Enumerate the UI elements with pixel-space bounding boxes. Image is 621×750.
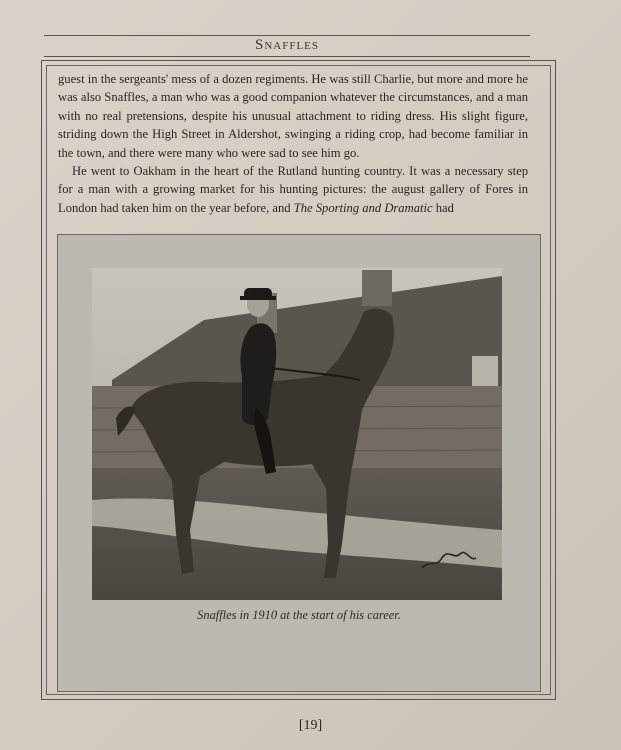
top-rule <box>44 35 530 36</box>
photograph-rider-on-horse <box>92 268 502 600</box>
header-rule <box>44 56 530 57</box>
chimney <box>362 270 392 306</box>
paragraph-2-start: He went to Oakham in the heart of the Rutland hunting country. It was a necessary step for a man with a growing market for his hunting pictures: the august gallery of Fores in London had taken him on the year before, and <box>58 164 528 215</box>
window <box>472 356 498 386</box>
running-head: Snaffles <box>254 37 320 53</box>
publication-title: The Sporting and Dramatic <box>293 200 433 215</box>
paragraph-1: guest in the sergeants' mess of a dozen regiments. He was still Charlie, but more and more he was also Snaffles, a man who was a good companion whatever the circumstances, and a man with no real pretensions, despite his unusual attachment to riding dress. His slight figure, striding down the High Street in Aldershot, swinging a riding crop, had become familiar in the town, and there were many who were sad to see him go. <box>58 72 528 160</box>
photo-caption: Snaffles in 1910 at the start of his career. <box>197 608 401 622</box>
paragraph-2-end: had <box>432 200 454 215</box>
body-text <box>58 70 528 217</box>
page-number: [19] <box>298 718 323 733</box>
paragraph-2 <box>58 162 528 217</box>
photo-illustration <box>92 268 502 600</box>
